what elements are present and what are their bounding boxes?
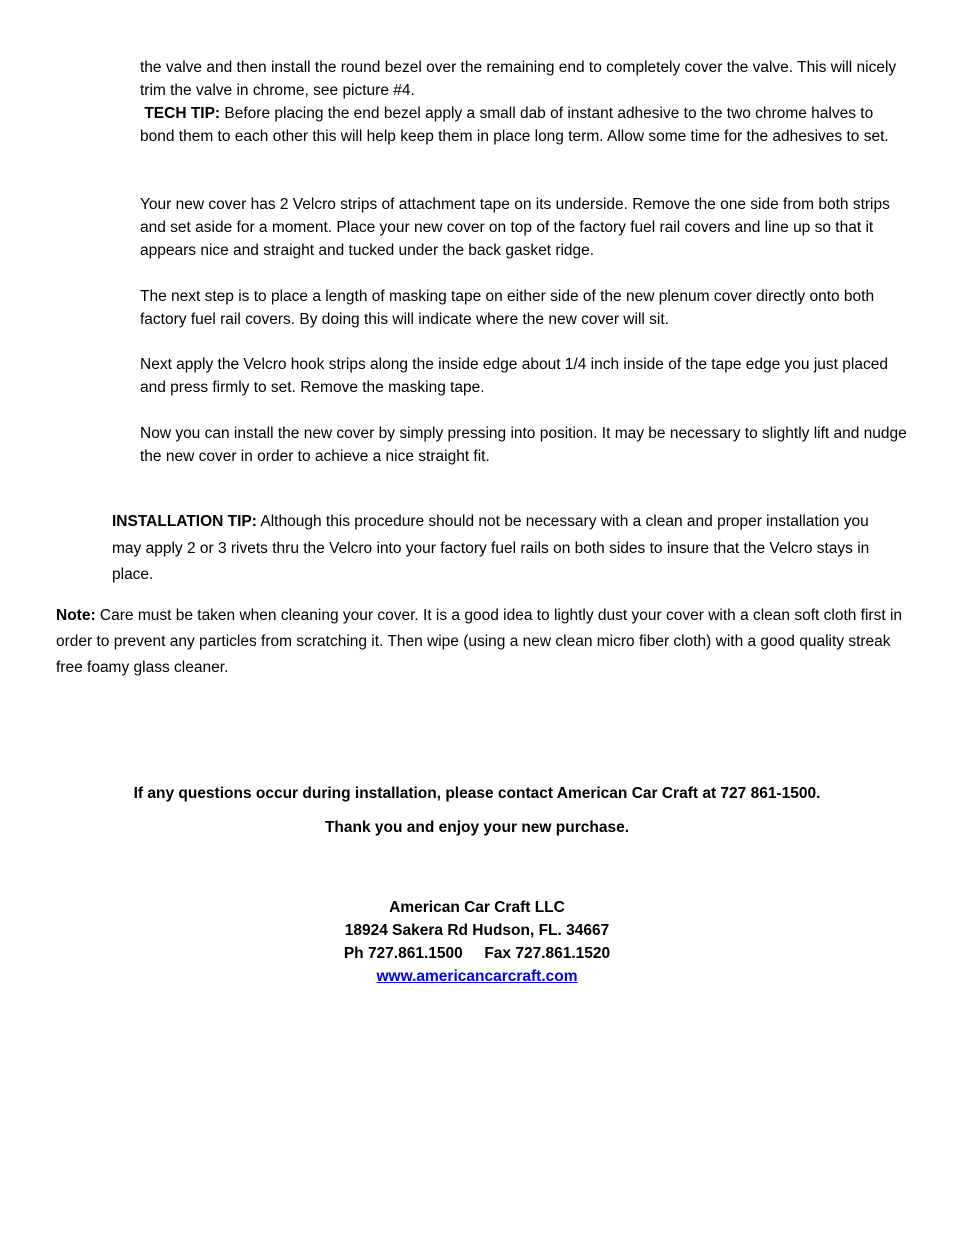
tech-tip-text: Before placing the end bezel apply a small dab of instant adhesive to the two chrome halves to bond them to each other this will help keep them in place long term. Allow some time for the adhesives to set. [140, 105, 889, 145]
note-section [56, 603, 906, 681]
step-paragraph-4 [140, 422, 910, 468]
tech-tip-label: TECH TIP: [144, 105, 221, 122]
company-website-link[interactable]: www.americancarcraft.com [376, 968, 578, 985]
installation-tip-text: Although this procedure should not be necessary with a clean and proper installation you may apply 2 or 3 rivets thru the Velcro into your factory fuel rails on both sides to insure that the Velcro stays in place. [112, 513, 870, 583]
step-text-4: Now you can install the new cover by simply pressing into position. It may be necessary to slightly lift and nudge the new cover in order to achieve a nice straight fit. [140, 425, 907, 465]
step-paragraph-3 [140, 353, 910, 399]
installation-tip-section [112, 509, 902, 589]
installation-tip-label: INSTALLATION TIP: [112, 513, 257, 530]
step-text-3: Next apply the Velcro hook strips along the inside edge about 1/4 inch inside of the tape edge you just placed and press firmly to set. Remove the masking tape. [140, 356, 888, 396]
company-phone: Ph 727.861.1500 [343, 945, 463, 962]
note-paragraph [56, 603, 906, 681]
company-address: 18924 Sakera Rd Hudson, FL. 34667 [344, 922, 610, 939]
questions-line: If any questions occur during installation, please contact American Car Craft at 727 861-1500. [133, 785, 821, 802]
thanks-line: Thank you and enjoy your new purchase. [324, 819, 630, 836]
company-phone-fax [0, 942, 954, 965]
step-paragraph-2 [140, 285, 910, 331]
step-text-2: The next step is to place a length of masking tape on either side of the new plenum cover directly onto both factory fuel rail covers. By doing this will indicate where the new cover will sit. [140, 288, 875, 328]
company-fax: Fax 727.861.1520 [484, 945, 611, 962]
installation-tip-paragraph [112, 509, 902, 589]
company-info [0, 896, 954, 988]
step-paragraph-1 [140, 193, 910, 262]
tech-tip-paragraph [140, 102, 910, 148]
step-text-1: Your new cover has 2 Velcro strips of attachment tape on its underside. Remove the one side from both strips and set aside for a moment. Place your new cover on top of the factory fuel rail covers and line up so that it appears nice and straight and tucked under the back gasket ridge. [140, 196, 890, 259]
company-name: American Car Craft LLC [389, 899, 565, 916]
intro-paragraph: the valve and then install the round bezel over the remaining end to completely cover the valve. This will nicely trim the valve in chrome, see picture #4. [140, 59, 897, 99]
note-text: Care must be taken when cleaning your cover. It is a good idea to lightly dust your cover with a clean soft cloth first in order to prevent any particles from scratching it. Then wipe (using a new clean micro fiber cloth) with a good quality streak free foamy glass cleaner. [56, 607, 903, 676]
note-label: Note: [56, 607, 96, 624]
intro-section [140, 56, 910, 148]
